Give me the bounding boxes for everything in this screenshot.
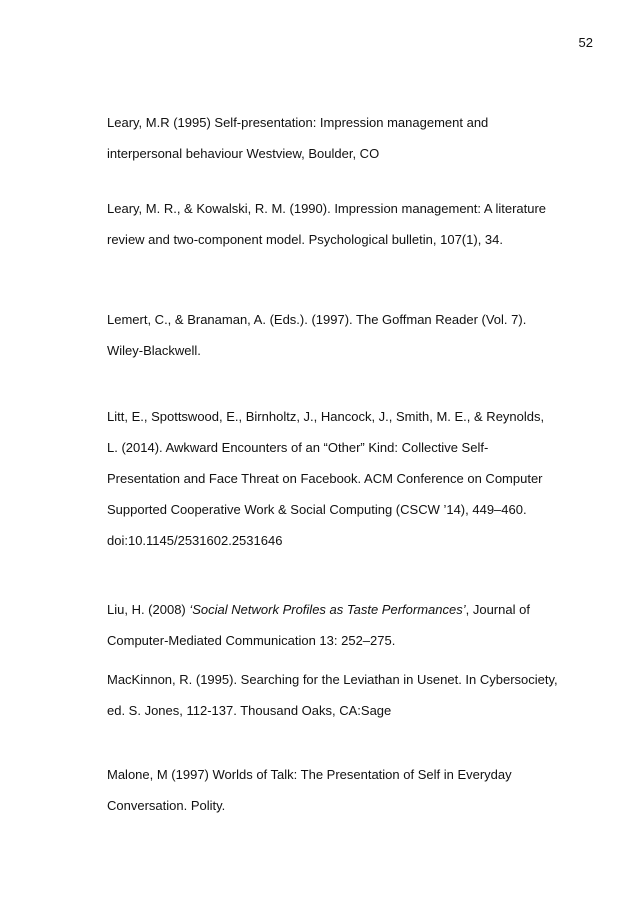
- reference-entry: [107, 311, 577, 359]
- reference-line: Presentation and Face Threat on Facebook. ACM Conference on Computer: [107, 471, 543, 486]
- page-number: 52: [578, 35, 593, 50]
- reference-line: ed. S. Jones, 112-137. Thousand Oaks, CA:Sage: [107, 703, 392, 718]
- reference-line: Leary, M. R., & Kowalski, R. M. (1990). Impression management: A literature: [107, 201, 547, 216]
- reference-line: Supported Cooperative Work & Social Computing (CSCW ’14), 449–460.: [107, 502, 527, 517]
- reference-line: interpersonal behaviour Westview, Boulder, CO: [107, 146, 380, 161]
- reference-line: Leary, M.R (1995) Self-presentation: Impression management and: [107, 115, 489, 130]
- reference-line: L. (2014). Awkward Encounters of an “Other” Kind: Collective Self-: [107, 440, 489, 455]
- reference-line: Malone, M (1997) Worlds of Talk: The Presentation of Self in Everyday: [107, 767, 512, 782]
- reference-entry: [107, 408, 577, 549]
- reference-line: [107, 601, 577, 632]
- reference-line: Computer-Mediated Communication 13: 252–275.: [107, 633, 396, 648]
- reference-line: Wiley-Blackwell.: [107, 343, 201, 358]
- reference-line: MacKinnon, R. (1995). Searching for the Leviathan in Usenet. In Cybersociety,: [107, 672, 558, 687]
- reference-entry: [107, 200, 577, 248]
- reference-entry: [107, 671, 577, 719]
- reference-entry: [107, 601, 577, 649]
- reference-text: Liu, H. (2008): [107, 602, 190, 617]
- reference-line: Lemert, C., & Branaman, A. (Eds.). (1997). The Goffman Reader (Vol. 7).: [107, 312, 527, 327]
- reference-line: doi:10.1145/2531602.2531646: [107, 533, 283, 548]
- reference-line: Conversation. Polity.: [107, 798, 226, 813]
- reference-line: review and two-component model. Psychological bulletin, 107(1), 34.: [107, 232, 503, 247]
- reference-entry: [107, 114, 577, 162]
- reference-title-italic: ‘Social Network Profiles as Taste Performances’: [189, 602, 466, 617]
- reference-entry: [107, 766, 577, 814]
- reference-line: Litt, E., Spottswood, E., Birnholtz, J., Hancock, J., Smith, M. E., & Reynolds,: [107, 409, 545, 424]
- reference-text: , Journal of: [465, 602, 530, 617]
